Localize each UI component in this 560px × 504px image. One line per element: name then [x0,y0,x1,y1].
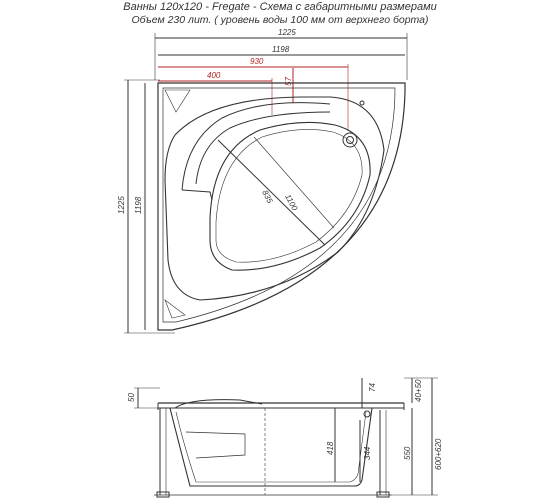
dim-57: 57 [284,77,293,86]
corner-detail [165,90,190,112]
dim-height-outer: 1225 [117,196,126,214]
dim-74: 74 [368,383,377,392]
dim-height-inner: 1198 [134,196,143,214]
dim-width-inner: 1198 [272,45,290,54]
overflow-icon [360,101,364,105]
dim-835: 835 [260,188,275,205]
dim-418: 418 [326,441,335,455]
basin-outer [165,97,384,300]
diagram-subtitle: Объем 230 лит. ( уровень воды 100 мм от верхнего борта) [131,14,429,26]
corner-detail [165,300,185,318]
leg-foot [377,492,389,497]
dim-1100: 1100 [283,192,300,213]
side-seat [186,432,245,458]
dim-600-620: 600+620 [434,438,443,470]
dim-930: 930 [250,57,264,66]
dim-40-50: 40+50 [414,379,423,402]
dim-400: 400 [207,71,221,80]
dim-line-835 [218,140,325,245]
tub-outer-rim [158,83,405,330]
dim-550: 550 [403,446,412,460]
leg-foot [157,492,169,497]
side-tub-body [170,408,372,486]
tub-rim-inner [163,88,395,322]
drain-icon [343,133,357,147]
diagram-title: Ванны 120х120 - Fregate - Схема с габаритными размерами [123,1,437,13]
side-headrest [175,400,262,408]
drain-inner-icon [347,137,354,144]
side-tub-inner [176,412,366,482]
side-overflow-icon [364,411,370,417]
dim-344: 344 [363,446,372,460]
dim-width-outer: 1225 [278,28,296,37]
seat-line [182,190,212,200]
dim-50: 50 [127,393,136,402]
